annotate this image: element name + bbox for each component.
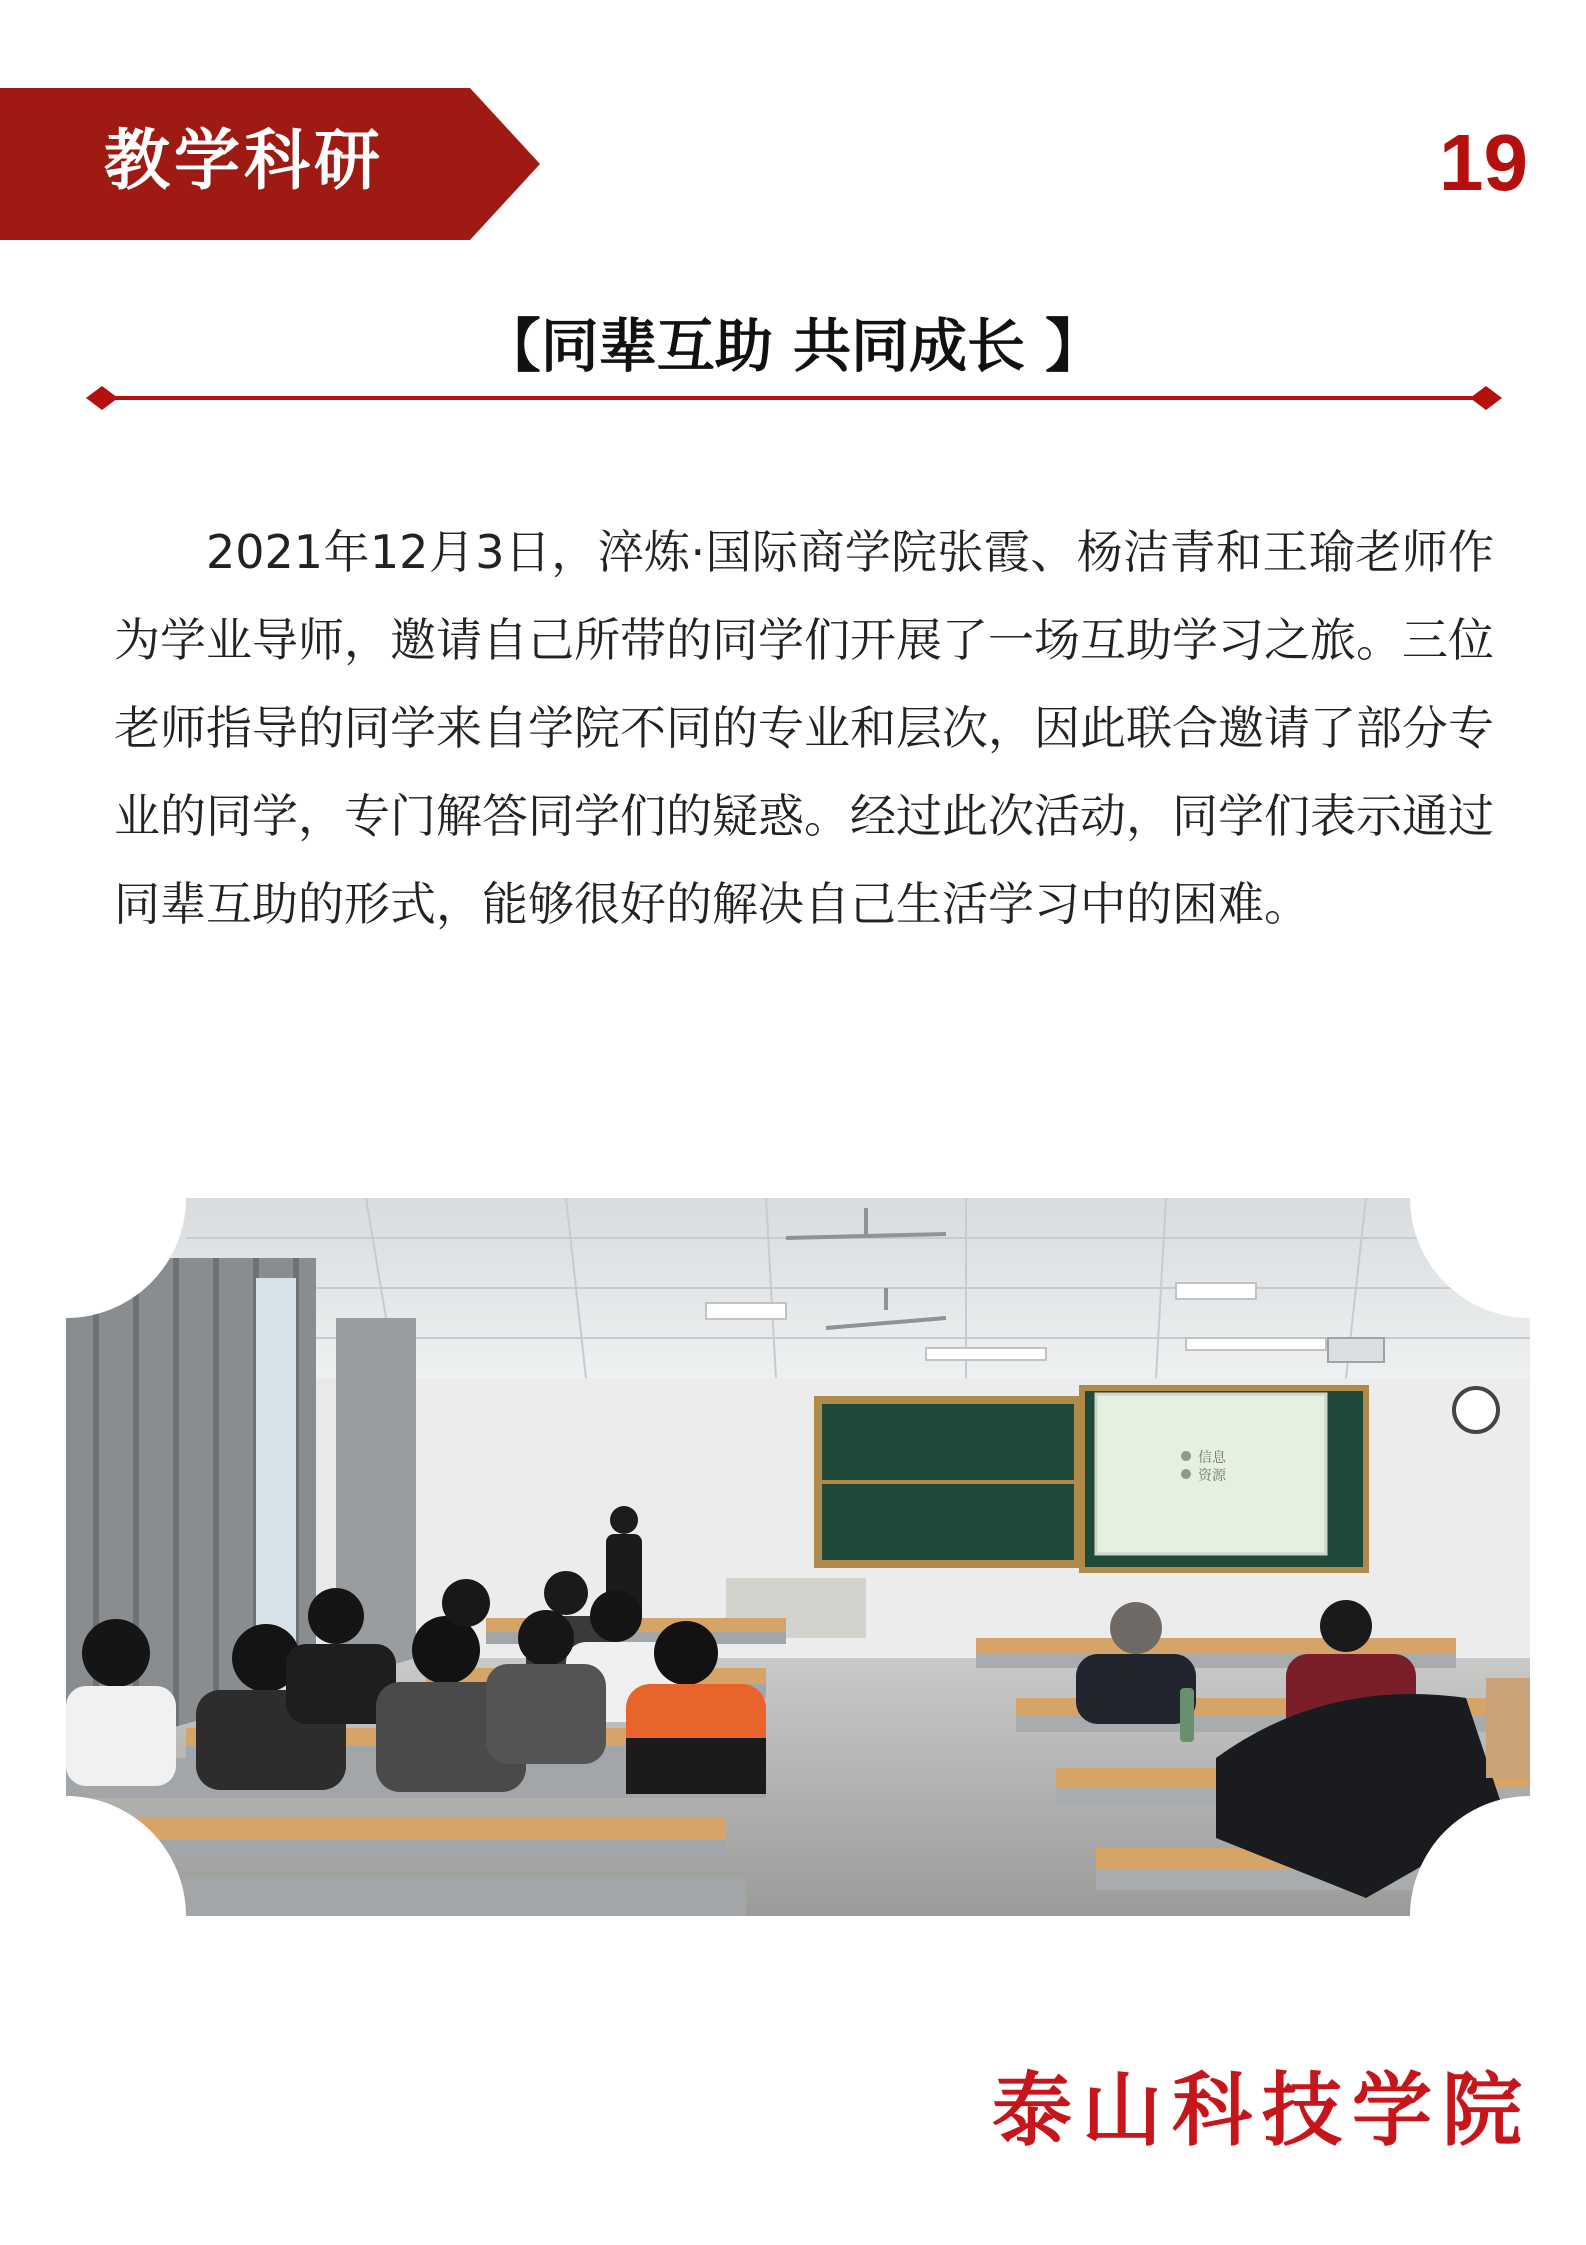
article-title: 【同辈互助 共同成长 】 [482, 312, 1104, 380]
article-body: 2021年12月3日，淬炼·国际商学院张霞、杨洁青和王瑜老师作为学业导师，邀请自己所带的同学们开展了一场互助学习之旅。三位老师指导的同学来自学院不同的专业和层次，因此联合邀请了部分专业的同学，专门解答同学们的疑惑。经过此次活动，同学们表示通过同辈互助的形式，能够很好的解决自己生活学习中的困难。 [114, 525, 1494, 931]
section-title: 教学科研 [104, 122, 384, 199]
classroom-photo [66, 1198, 1530, 1916]
screen-item: 资源 [1198, 1468, 1226, 1484]
school-name: 泰山科技学院 [992, 2063, 1532, 2157]
title-divider [84, 378, 1504, 418]
screen-item: 信息 [1198, 1450, 1226, 1466]
divider-right-diamond [1470, 386, 1502, 410]
page-number: 19 [1439, 118, 1528, 207]
divider-left-diamond [86, 386, 118, 410]
